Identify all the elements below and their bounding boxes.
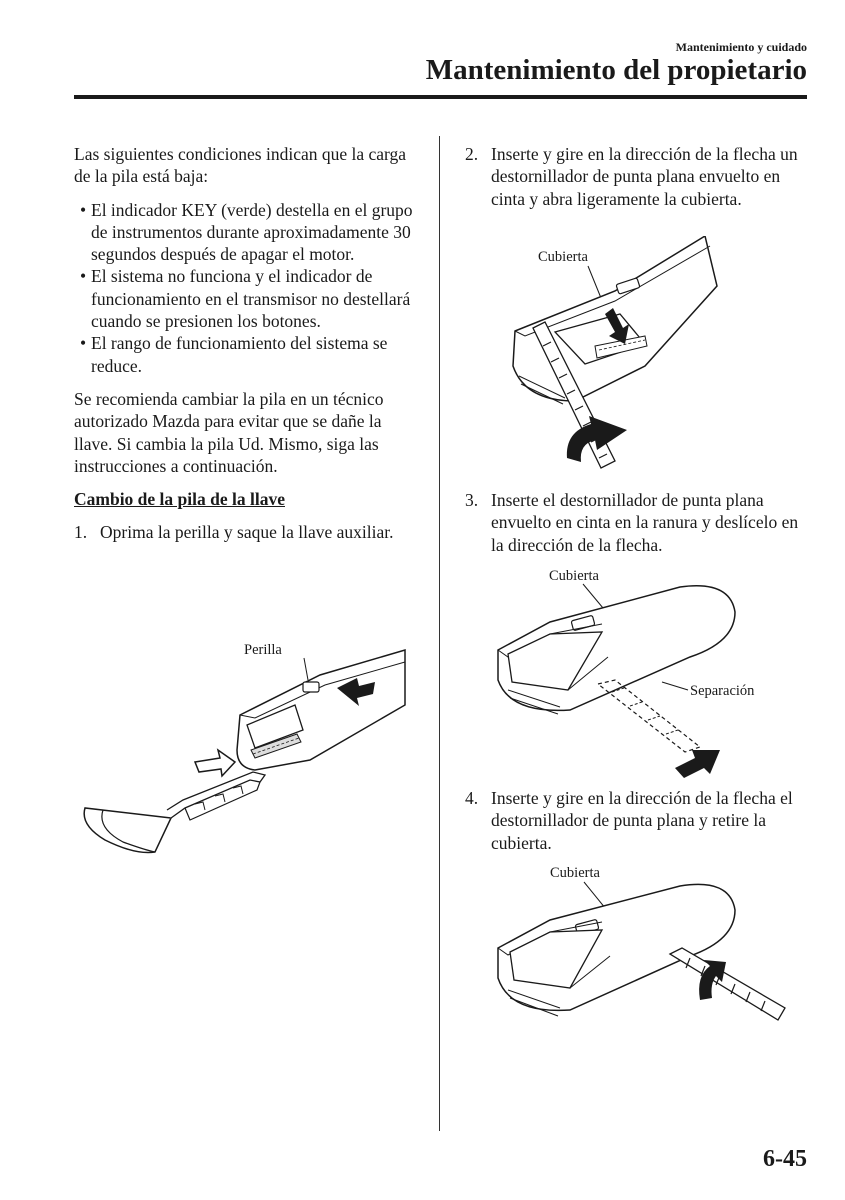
step-text: Inserte el destornillador de punta plana envuelto en cinta en la ranura y deslícelo en la dirección de la flecha.: [491, 490, 799, 555]
cubierta-label-fig3: Cubierta: [549, 568, 599, 584]
step-4: [465, 787, 805, 854]
section-title: Mantenimiento y cuidado: [675, 40, 807, 54]
bullet-dot: •: [80, 333, 87, 354]
figure-slide-screwdriver: [490, 562, 790, 787]
chapter-title: Mantenimiento del propietario: [425, 54, 807, 86]
step-text: Inserte y gire en la dirección de la flecha un destornillador de punta plana envuelto en cinta y abra ligeramente la cubierta.: [491, 144, 798, 209]
cubierta-label-fig4: Cubierta: [550, 865, 600, 881]
bullet-text: El indicador KEY (verde) destella en el grupo de instrumentos durante aproximadamente 30 segundos después de apagar el motor.: [91, 199, 413, 265]
intro-paragraph: Las siguientes condiciones indican que la carga de la pila está baja:: [74, 144, 407, 187]
right-column-step-4: [465, 787, 805, 854]
step-3: [465, 489, 805, 556]
bullet-item: [74, 265, 414, 332]
bullet-dot: •: [80, 266, 87, 287]
bullet-item: [74, 332, 414, 377]
figure-open-cover: [505, 236, 720, 471]
step-number: 3.: [465, 490, 479, 510]
step-number: 4.: [465, 788, 479, 808]
right-column-step-3: [465, 489, 805, 556]
page-number: 6-45: [763, 1146, 807, 1172]
bullet-item: [74, 199, 414, 266]
recommendation-paragraph: Se recomienda cambiar la pila en un técnico autorizado Mazda para evitar que se dañe la llave. Si cambia la pila Ud. Mismo, siga las instrucciones a continuación.: [74, 388, 384, 476]
step-2: [465, 143, 805, 210]
step-number: 2.: [465, 144, 479, 164]
left-column: [74, 143, 414, 544]
perilla-label: Perilla: [244, 642, 282, 658]
step-text: Oprima la perilla y saque la llave auxiliar.: [100, 522, 394, 543]
bullet-text: El rango de funcionamiento del sistema se reduce.: [91, 333, 388, 376]
cubierta-label-fig2: Cubierta: [538, 249, 588, 265]
figure-remove-cover: [490, 858, 790, 1038]
bullet-dot: •: [80, 199, 87, 220]
figure-remove-aux-key: [75, 630, 420, 870]
column-divider: [439, 136, 440, 1131]
step-number: 1.: [74, 522, 88, 543]
step-text: Inserte y gire en la dirección de la flecha el destornillador de punta plana y retire la cubierta.: [491, 788, 793, 853]
step-1: [74, 521, 414, 543]
header-rule: [74, 95, 807, 99]
right-column-step-2: [465, 143, 805, 210]
subsection-heading: Cambio de la pila de la llave: [74, 489, 285, 510]
separacion-label: Separación: [690, 683, 755, 699]
bullet-text: El sistema no funciona y el indicador de funcionamiento en el transmisor no destellará cuando se presionen los botones.: [91, 266, 411, 332]
